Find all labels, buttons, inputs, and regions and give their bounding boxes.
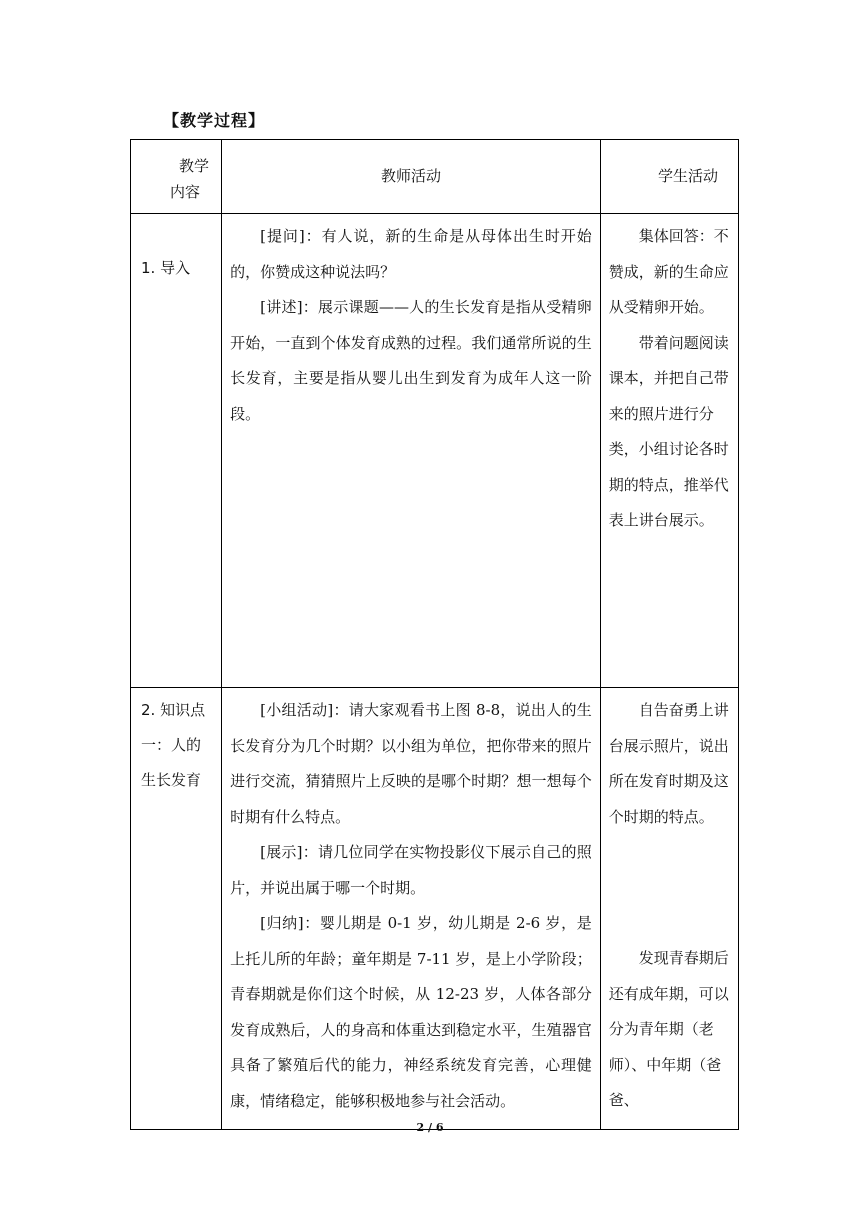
section-title: 【教学过程】 (163, 111, 266, 130)
header-content-line2: 内容 (170, 182, 201, 201)
table-row (131, 214, 739, 688)
student-paragraph: 带着问题阅读课本，并把自己带来的照片进行分类，小组讨论各时期的特点，推举代表上讲台展示。 (608, 333, 729, 529)
teacher-activity-cell (222, 688, 601, 1130)
student-paragraph: 发现青春期后还有成年期，可以分为青年期（老师）、中年期（爸爸、 (608, 949, 729, 1109)
teacher-paragraph: [展示]：请几位同学在实物投影仪下展示自己的照片，并说出属于哪一个时期。 (230, 843, 592, 897)
student-activity-cell (600, 214, 738, 688)
student-activity-cell (600, 688, 738, 1130)
row-label: 1. 导入 (131, 214, 222, 688)
teacher-paragraph: [讲述]：展示课题——人的生长发育是指从受精卵开始，一直到个体发育成熟的过程。我们通常所说的生长发育，主要是指从婴儿出生到发育为成年人这一阶段。 (230, 298, 592, 423)
teacher-activity-cell (222, 214, 601, 688)
teaching-process-table (130, 139, 739, 1130)
header-student-activity: 学生活动 (600, 140, 738, 214)
header-content-line1: 教学 (179, 156, 210, 175)
student-paragraph: 集体回答：不赞成，新的生命应从受精卵开始。 (608, 227, 729, 316)
teacher-paragraph: [提问]：有人说，新的生命是从母体出生时开始的，你赞成这种说法吗？ (230, 227, 592, 281)
header-teacher-activity: 教师活动 (222, 140, 601, 214)
student-paragraph: 自告奋勇上讲台展示照片，说出所在发育时期及这个时期的特点。 (608, 701, 729, 826)
row-label: 2. 知识点一：人的生长发育 (131, 688, 222, 1130)
teacher-paragraph: [归纳]：婴儿期是 0-1 岁，幼儿期是 2-6 岁，是上托儿所的年龄；童年期是 7-11 岁，是上小学阶段；青春期就是你们这个时候，从 12-23 岁，人体各部分发育成熟后，人的身高和体重达到稳定水平，生殖器官具备了繁殖后代的能力，神经系统发育完善，心理健康，情绪稳定，能够积极地参与社会活动。 (230, 914, 592, 1110)
table-row (131, 688, 739, 1130)
table-header-row (131, 140, 739, 214)
header-teaching-content (131, 140, 222, 214)
page-number: 2 / 6 (416, 1121, 444, 1134)
teacher-paragraph: [小组活动]：请大家观看书上图 8-8，说出人的生长发育分为几个时期？以小组为单位，把你带来的照片进行交流，猜猜照片上反映的是哪个时期？想一想每个时期有什么特点。 (230, 701, 592, 826)
